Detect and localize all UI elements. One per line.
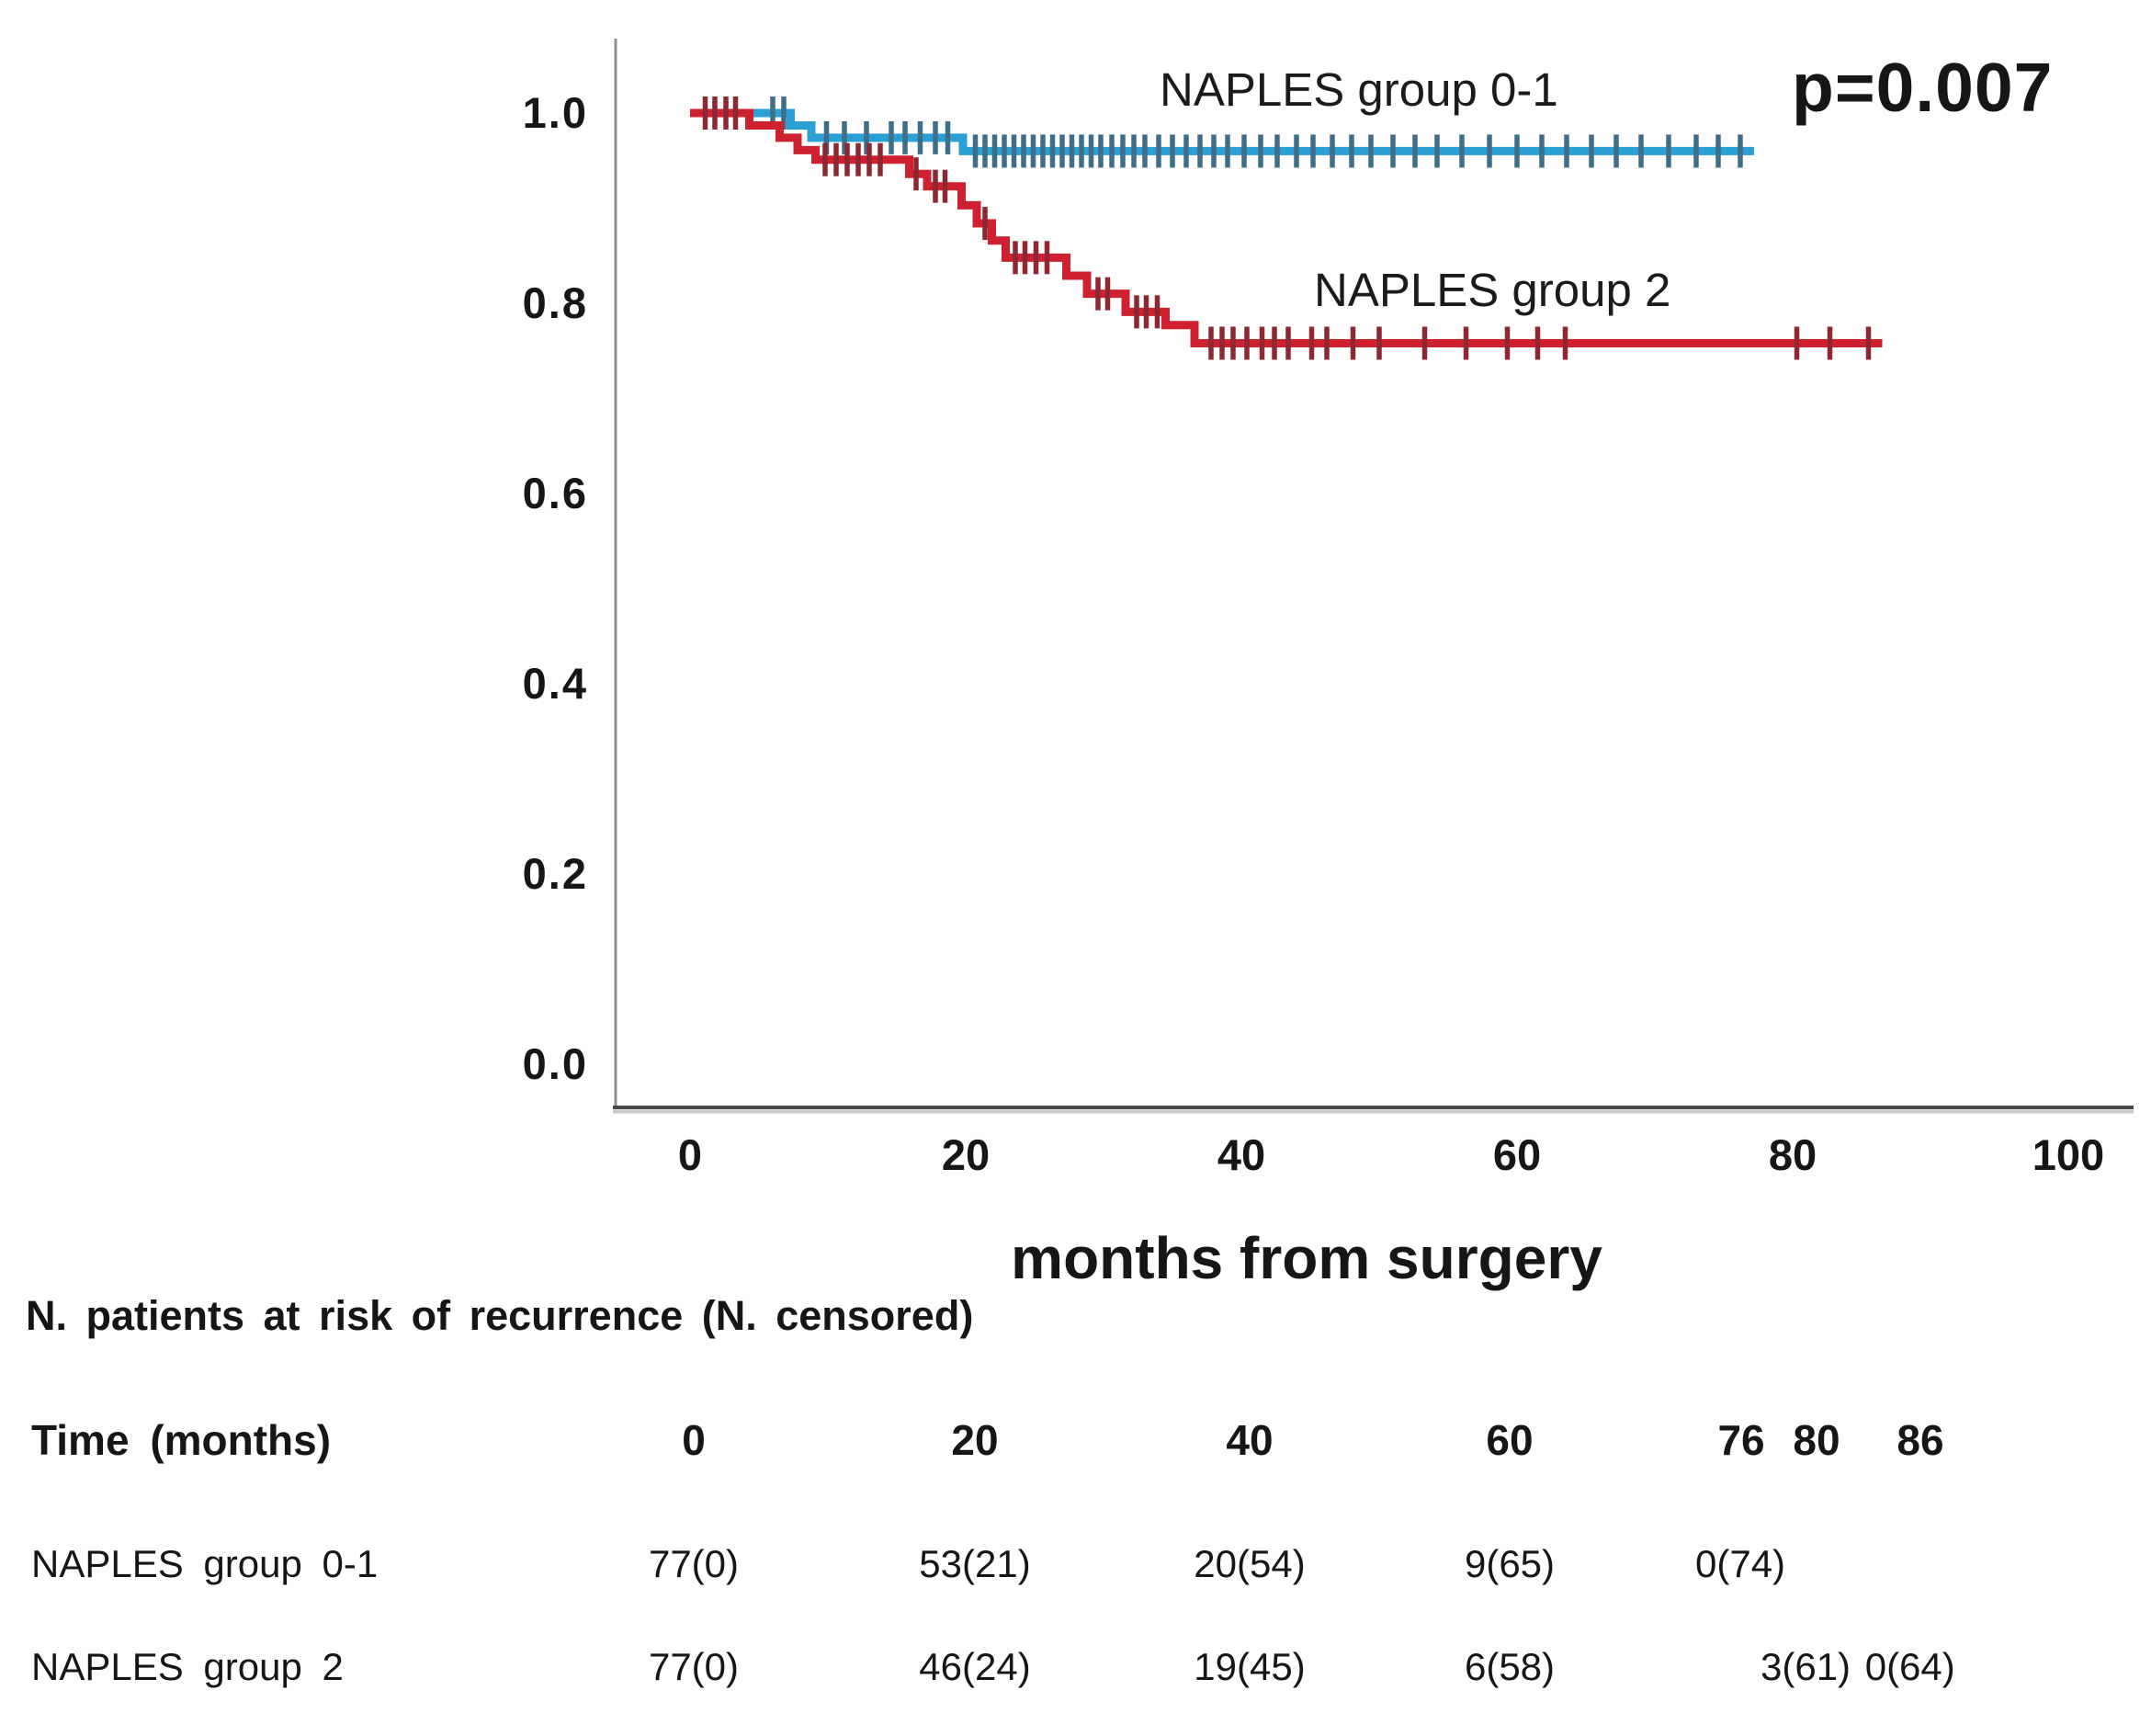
risk-cell: 6(58): [1464, 1645, 1556, 1688]
x-tick-label: 20: [941, 1130, 991, 1179]
y-tick-label: 1.0: [522, 88, 588, 137]
risk-table-time-col: 20: [951, 1416, 999, 1464]
p-value-annotation: p=0.007: [1792, 49, 2054, 126]
risk-row-label-group-0-1: NAPLES group 0-1: [31, 1542, 379, 1585]
risk-cell: 3(61) 0(64): [1761, 1645, 1955, 1688]
risk-table-time-col: 86: [1897, 1416, 1944, 1464]
risk-cell: 0(74): [1695, 1542, 1786, 1585]
risk-table-time-header: Time (months): [31, 1416, 332, 1464]
y-tick-label: 0.2: [522, 849, 588, 898]
risk-table-time-col: 40: [1226, 1416, 1274, 1464]
x-axis-title: months from surgery: [1011, 1225, 1602, 1291]
series-label-naples-group-2: NAPLES group 2: [1314, 264, 1671, 316]
x-tick-label: 60: [1492, 1130, 1542, 1179]
risk-table-time-col: 0: [682, 1416, 706, 1464]
series-label-naples-group-0-1: NAPLES group 0-1: [1160, 63, 1558, 116]
x-tick-label: 0: [677, 1130, 703, 1179]
risk-table-time-col: 76 80: [1717, 1416, 1840, 1464]
x-tick-label: 100: [2032, 1130, 2105, 1179]
risk-table-time-col: 60: [1486, 1416, 1534, 1464]
y-tick-label: 0.8: [522, 278, 588, 327]
risk-row-label-group-2: NAPLES group 2: [31, 1645, 344, 1688]
y-tick-label: 0.6: [522, 469, 588, 517]
risk-cell: 9(65): [1464, 1542, 1556, 1585]
y-tick-label: 0.0: [522, 1039, 588, 1088]
risk-cell: 77(0): [648, 1542, 740, 1585]
x-tick-label: 80: [1768, 1130, 1817, 1179]
y-tick-label: 0.4: [522, 659, 588, 708]
risk-cell: 46(24): [919, 1645, 1031, 1688]
risk-table-title: N. patients at risk of recurrence (N. censored): [26, 1292, 974, 1339]
x-tick-label: 40: [1217, 1130, 1266, 1179]
risk-cell: 77(0): [648, 1645, 740, 1688]
risk-cell: 19(45): [1194, 1645, 1306, 1688]
risk-cell: 20(54): [1194, 1542, 1306, 1585]
risk-cell: 53(21): [919, 1542, 1031, 1585]
